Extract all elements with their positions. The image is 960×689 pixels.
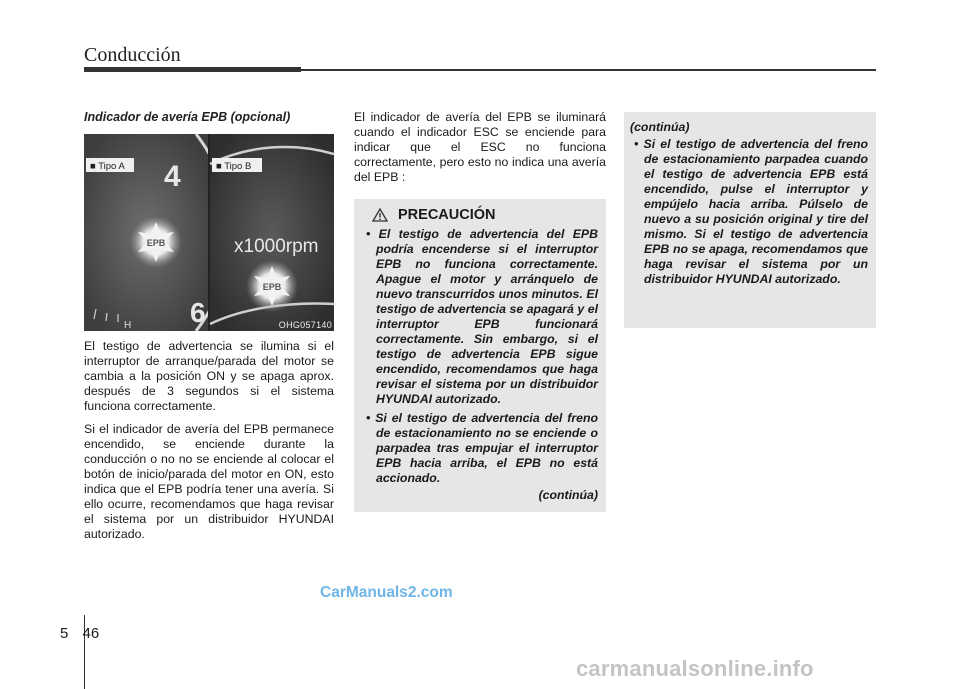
watermark-link[interactable]: CarManuals2.com (320, 584, 453, 601)
column-middle (354, 110, 606, 512)
caution-bullet-2: • Si el testigo de advertencia del freno de estacionamiento no se enciende o parpadea tras empujar el interruptor EPB hacia arriba, el EPB no está accionado. (366, 411, 598, 485)
continued-label: (continúa) (630, 120, 690, 134)
page-number (60, 625, 99, 642)
header-rule-thin (301, 69, 876, 71)
caution-bullet-1: • El testigo de advertencia del EPB podría encenderse si el interruptor EPB no funciona correctamente. Apague el motor y arránquelo de nuevo transcurridos unos minutos. El testigo de advertencia se apagará y el interruptor EPB funcionará correctamente. Sin embargo, si el testigo de advertencia EPB sigue encendido, recomendamos que haga revisar el sistema por un distribuidor HYUNDAI autorizado. (366, 227, 598, 406)
footer-watermark: carmanualsonline.info (576, 656, 814, 681)
header-rule-thick (84, 67, 301, 72)
figure-code: OHG057140 (278, 320, 332, 330)
epb-warning-symbol-a (130, 216, 182, 268)
cluster-illustration (84, 134, 334, 331)
caution-bullet-3: • Si el testigo de advertencia del freno de estacionamiento parpadea cuando el testigo de advertencia EPB está encendido, pulse el interruptor y empújelo hacia arriba. Púlselo de nuevo a su posición original y tire del mismo. Si el testigo de advertencia EPB no se apaga, recomendamos que haga revisar el sistema por un distribuidor HYUNDAI autorizado. (634, 137, 868, 286)
caution-title: PRECAUCIÓN (398, 207, 496, 223)
epb-indicator-figure (84, 134, 334, 331)
epb-text-b: EPB (262, 282, 282, 292)
page-header-title: Conducción (84, 44, 181, 66)
column-left (84, 110, 334, 542)
intro-paragraph: El indicador de avería del EPB se iluminará cuando el indicador ESC se enciende para indicar que el ESC no funciona correctamente, pero esto no indica una avería del EPB : (354, 110, 606, 184)
gauge-b-rpm-label: x1000rpm (234, 236, 319, 257)
paragraph-2: Si el indicador de avería del EPB permanece encendido, se enciende durante la conducción o no no se enciende al colocar el botón de inicio/parada del motor en ON, esto indica que el EPB podría tener una avería. Si ello ocurre, recomendamos que haga revisar el sistema por un distribuidor HYUNDAI autorizado. (84, 422, 334, 541)
section-title: Indicador de avería EPB (opcional) (84, 110, 291, 124)
warning-triangle-icon (372, 208, 388, 222)
label-tipo-b: ■ Tipo B (216, 161, 252, 172)
gauge-a-number-top: 4 (164, 160, 181, 193)
column-right-caution-continued (624, 112, 876, 328)
label-tipo-a: ■ Tipo A (90, 161, 125, 172)
continues-label: (continúa) (538, 488, 598, 502)
gauge-a-low-mark: H (124, 320, 132, 331)
epb-text-a: EPB (146, 238, 166, 248)
chapter-number: 5 (60, 625, 69, 642)
caution-box (354, 199, 606, 512)
paragraph-1: El testigo de advertencia se ilumina si el interruptor de arranque/parada del motor se cambia a la posición ON y se apaga aprox. después de 3 segundos si el sistema funciona correctamente. (84, 339, 334, 413)
gauge-a-number-bottom: 6 (190, 297, 206, 328)
caution-header (362, 207, 598, 223)
page-number-value: 46 (82, 625, 100, 642)
epb-warning-symbol-b (246, 260, 298, 312)
